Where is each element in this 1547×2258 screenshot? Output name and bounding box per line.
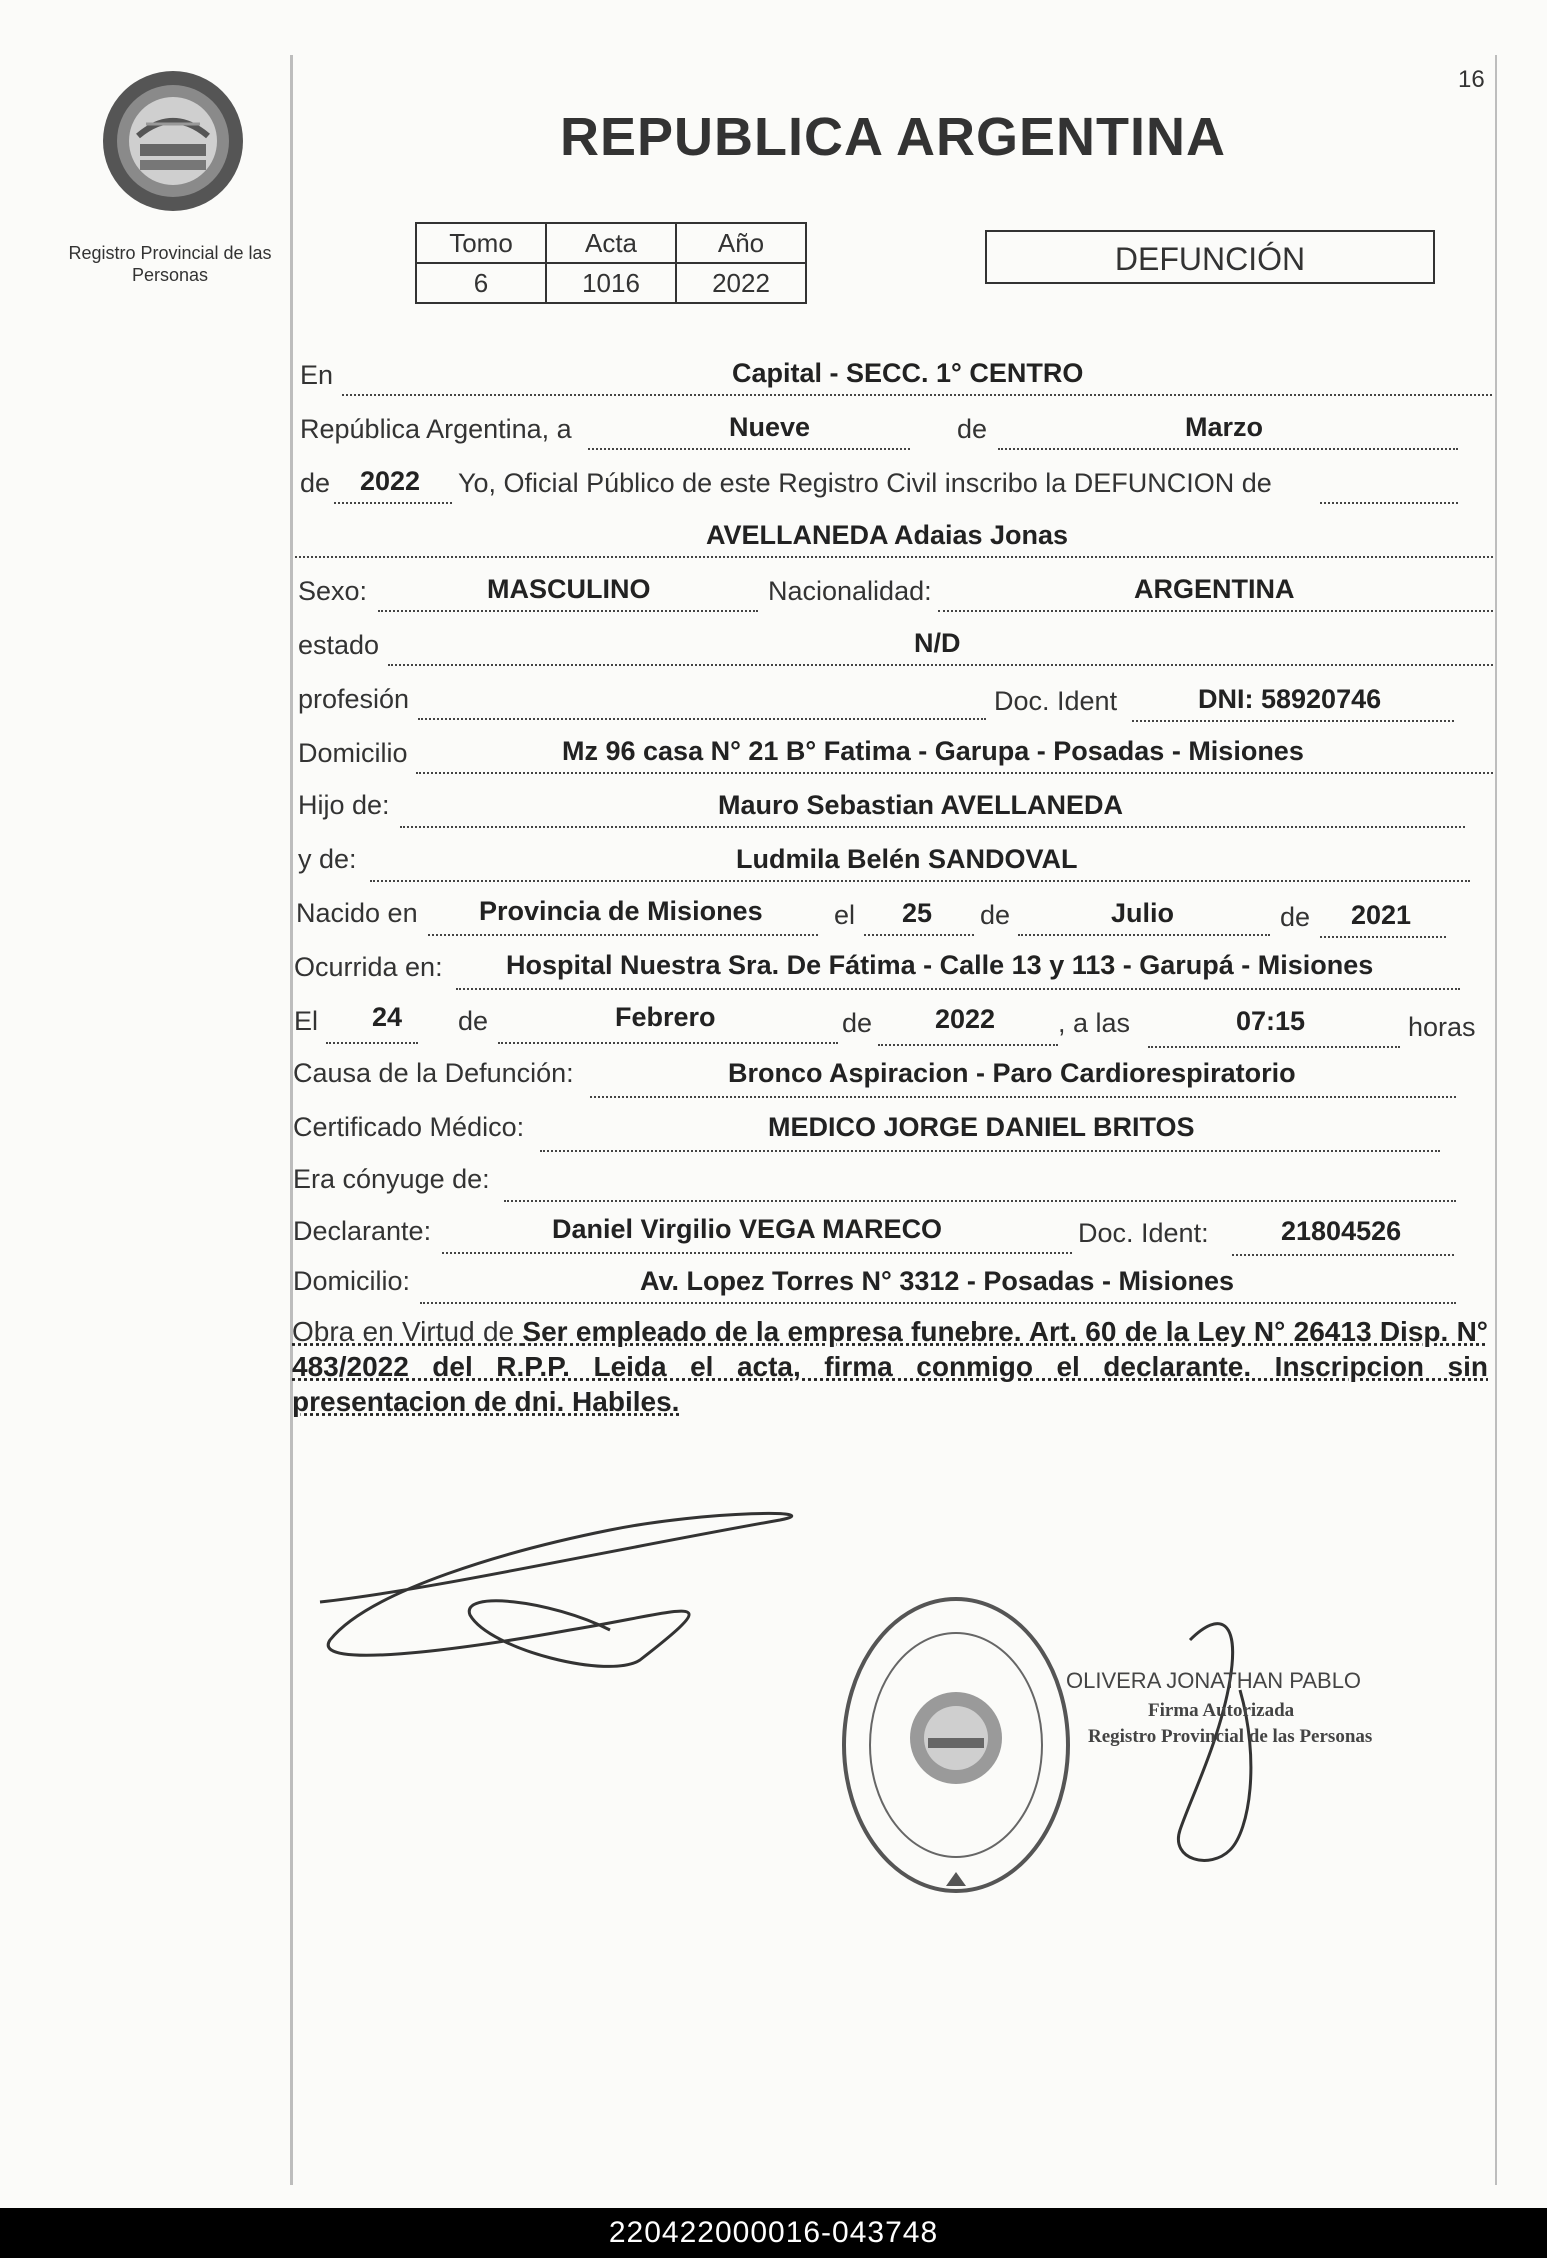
day-written: Nueve [729,412,811,442]
death-place: Hospital Nuestra Sra. De Fátima - Calle 13 y 113 - Garupá - Misiones [506,950,1374,980]
mother-name: Ludmila Belén SANDOVAL [736,844,1078,874]
signer-org: Registro Provincial de las Personas [1088,1726,1373,1747]
official-stamp [836,1590,1076,1900]
dotted-line [420,1302,1456,1304]
dotted-line [295,556,1493,558]
dotted-line [342,394,1492,396]
dotted-line [1132,720,1454,722]
horas-label: horas [1408,1012,1476,1042]
document-title: REPUBLICA ARGENTINA [560,107,1226,167]
conyuge-label: Era cónyuge de: [293,1164,490,1194]
year: 2022 [360,466,421,496]
dotted-line [370,880,1470,882]
declarant-signature [310,1490,810,1690]
causa-label: Causa de la Defunción: [293,1058,574,1088]
el-label: el [834,900,856,930]
dotted-line [590,1096,1456,1098]
domicilio-value: Mz 96 casa N° 21 B° Fatima - Garupa - Posadas - Misiones [562,736,1304,766]
de-label: de [458,1006,489,1036]
dotted-line [1018,934,1270,936]
provincial-seal-logo [98,66,248,216]
birth-day: 25 [902,898,933,928]
profesion-label: profesión [298,684,410,714]
declarante-value: Daniel Virgilio VEGA MARECO [552,1214,943,1244]
doc-value: DNI: 58920746 [1198,684,1382,714]
dotted-line [864,934,974,936]
dotted-line [498,1042,838,1044]
yde-label: y de: [298,844,357,874]
month: Marzo [1185,412,1264,442]
doc-label: Doc. Ident [994,686,1118,716]
de-label: de [957,414,988,444]
en-label: En [300,360,334,390]
nacionalidad-value: ARGENTINA [1134,574,1295,604]
death-cause: Bronco Aspiracion - Paro Cardiorespiratorio [728,1058,1296,1088]
dotted-line [540,1150,1440,1152]
nacionalidad-label: Nacionalidad: [768,576,932,606]
dotted-line [998,448,1458,450]
registry-table [415,222,807,304]
dotted-line [1148,1046,1400,1048]
registry-header-ano: Año [676,223,806,263]
birth-year: 2021 [1351,900,1412,930]
right-margin-line [1495,55,1497,2185]
en-value: Capital - SECC. 1° CENTRO [732,358,1084,388]
de-label: de [300,468,331,498]
republica-label: República Argentina, a [300,414,572,444]
dotted-line [400,826,1465,828]
estado-value: N/D [914,628,961,658]
dotted-line [456,988,1460,990]
dotted-line [1320,936,1446,938]
obra-paragraph [292,1314,1488,1419]
registry-value-acta: 1016 [546,263,676,303]
hijo-label: Hijo de: [298,790,390,820]
domicilio2-value: Av. Lopez Torres N° 3312 - Posadas - Misiones [640,1266,1234,1296]
inscription-text: Yo, Oficial Público de este Registro Civil inscribo la DEFUNCION de [458,468,1272,498]
dotted-line [878,1044,1058,1046]
cert-label: Certificado Médico: [293,1112,525,1142]
dotted-line [416,772,1493,774]
registry-header-acta: Acta [546,223,676,263]
death-month: Febrero [615,1002,716,1032]
registry-value-tomo: 6 [416,263,546,303]
sexo-value: MASCULINO [487,574,651,604]
org-name: Registro Provincial de las Personas [68,243,272,285]
obra-value: Ser empleado de la empresa funebre. Art. 60 de la Ley N° 26413 Disp. N° 483/2022 del R.P.P. Leida el acta, firma conmigo el declarante. Inscripcion sin presentacion de dni. Habiles. [292,1316,1489,1417]
de-label: de [842,1008,873,1038]
obra-label: Obra en Virtud de [292,1316,515,1347]
signer-name: OLIVERA JONATHAN PABLO [1066,1668,1362,1693]
dotted-line [418,718,986,720]
record-type-box: DEFUNCIÓN [985,230,1435,284]
death-time: 07:15 [1236,1006,1306,1036]
estado-label: estado [298,630,380,660]
page-number: 16 [1458,66,1485,93]
registry-header-tomo: Tomo [416,223,546,263]
domicilio-label: Domicilio [298,738,408,768]
medical-certificate: MEDICO JORGE DANIEL BRITOS [768,1112,1195,1142]
death-year: 2022 [935,1004,996,1034]
birth-place: Provincia de Misiones [479,896,763,926]
document-code: 220422000016-043748 [0,2208,1547,2258]
dotted-line [334,502,452,504]
alas-label: , a las [1058,1008,1131,1038]
el-label: El [294,1006,319,1036]
father-name: Mauro Sebastian AVELLANEDA [718,790,1124,820]
doc2-label: Doc. Ident: [1078,1218,1209,1248]
dotted-line [504,1200,1456,1202]
registry-value-ano: 2022 [676,263,806,303]
dotted-line [442,1252,1072,1254]
de-label: de [980,900,1011,930]
declarante-label: Declarante: [293,1216,432,1246]
birth-month: Julio [1111,898,1175,928]
sexo-label: Sexo: [298,576,368,606]
nacido-label: Nacido en [296,898,418,928]
dotted-line [378,610,758,612]
death-day: 24 [372,1002,403,1032]
dotted-line [1320,502,1458,504]
domicilio2-label: Domicilio: [293,1266,411,1296]
deceased-name: AVELLANEDA Adaias Jonas [706,520,1069,550]
doc2-value: 21804526 [1281,1216,1402,1246]
dotted-line [388,664,1493,666]
dotted-line [428,934,818,936]
de-label: de [1280,902,1311,932]
dotted-line [326,1042,418,1044]
dotted-line [588,448,910,450]
ocurrida-label: Ocurrida en: [294,952,443,982]
dotted-line [1232,1254,1454,1256]
dotted-line [938,610,1493,612]
signer-role: Firma Autorizada [1148,1700,1295,1721]
